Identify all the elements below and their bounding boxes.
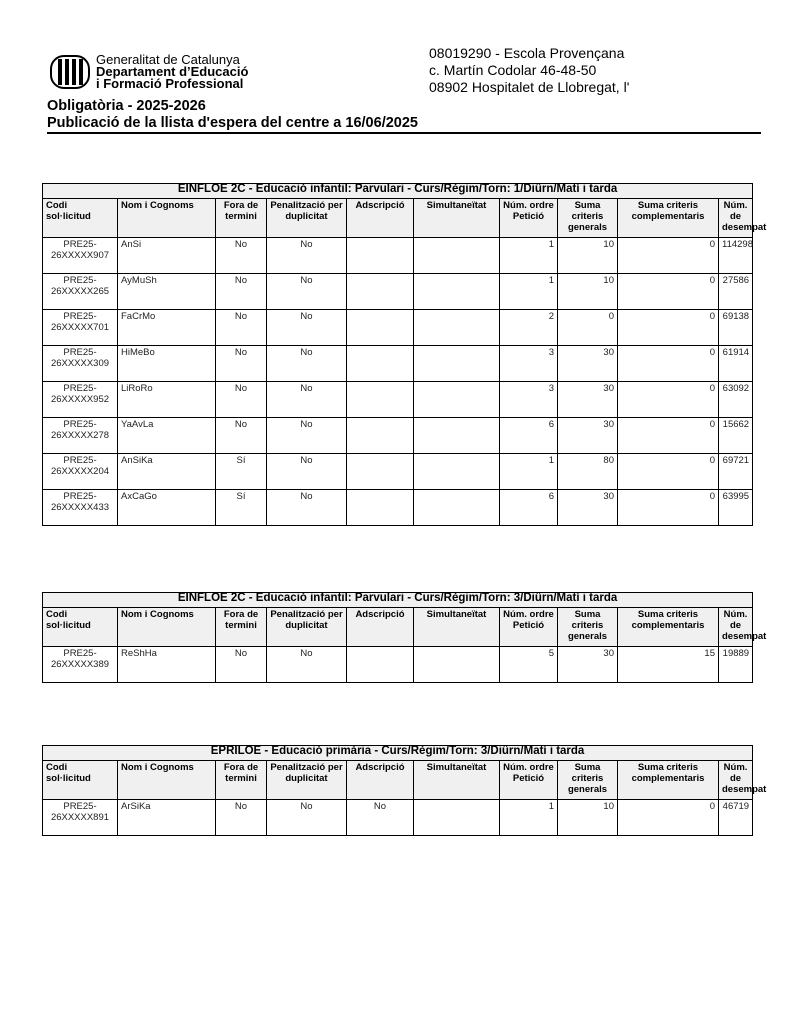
table-row bbox=[43, 382, 753, 418]
column-header: Suma criteris complementaris bbox=[618, 199, 719, 238]
column-header: Penalització per duplicitat bbox=[267, 608, 347, 647]
table-cell bbox=[414, 647, 500, 683]
column-header: Nom i Cognoms bbox=[118, 199, 216, 238]
table-cell: No bbox=[216, 238, 267, 274]
table-cell: 1 bbox=[500, 238, 558, 274]
table-row bbox=[43, 647, 753, 683]
table-row bbox=[43, 418, 753, 454]
table-cell: 0 bbox=[618, 310, 719, 346]
table-cell: Sí bbox=[216, 454, 267, 490]
column-header: Fora de termini bbox=[216, 761, 267, 800]
table-row bbox=[43, 238, 753, 274]
table-cell: 27586 bbox=[719, 274, 753, 310]
table-cell: 46719 bbox=[719, 800, 753, 836]
table-row bbox=[43, 274, 753, 310]
table-cell bbox=[347, 454, 414, 490]
table-cell: 0 bbox=[618, 346, 719, 382]
table-cell: 3 bbox=[500, 382, 558, 418]
column-header: Suma criteris complementaris bbox=[618, 761, 719, 800]
table-cell: No bbox=[347, 800, 414, 836]
table-cell: 19889 bbox=[719, 647, 753, 683]
table-cell bbox=[347, 647, 414, 683]
table-cell: No bbox=[216, 647, 267, 683]
table-cell: 15 bbox=[618, 647, 719, 683]
table-cell bbox=[414, 418, 500, 454]
school-name: 08019290 - Escola Provençana bbox=[429, 45, 625, 61]
table-cell: ArSiKa bbox=[118, 800, 216, 836]
table-cell: 10 bbox=[558, 800, 618, 836]
table-header-row bbox=[43, 608, 753, 647]
column-header: Suma criteris complementaris bbox=[618, 608, 719, 647]
column-header: Núm. de desempat bbox=[719, 608, 753, 647]
table-cell: Sí bbox=[216, 490, 267, 526]
table-cell: No bbox=[267, 382, 347, 418]
table-cell: No bbox=[267, 454, 347, 490]
table-cell: 10 bbox=[558, 238, 618, 274]
table-cell: PRE25-26XXXXX433 bbox=[43, 490, 118, 526]
table-cell: No bbox=[216, 418, 267, 454]
table-cell: PRE25-26XXXXX952 bbox=[43, 382, 118, 418]
table-row bbox=[43, 454, 753, 490]
table-cell bbox=[347, 490, 414, 526]
table-row bbox=[43, 310, 753, 346]
table-cell: 30 bbox=[558, 647, 618, 683]
table-cell bbox=[414, 274, 500, 310]
column-header: Núm. de desempat bbox=[719, 199, 753, 238]
table-cell: 69138 bbox=[719, 310, 753, 346]
table-cell: 1 bbox=[500, 274, 558, 310]
table-cell: 30 bbox=[558, 418, 618, 454]
column-header: Adscripció bbox=[347, 608, 414, 647]
table-cell: YaAvLa bbox=[118, 418, 216, 454]
table-cell: 69721 bbox=[719, 454, 753, 490]
column-header: Suma criteris generals bbox=[558, 761, 618, 800]
waiting-list-table bbox=[42, 592, 767, 683]
column-header: Fora de termini bbox=[216, 608, 267, 647]
table-cell: PRE25-26XXXXX389 bbox=[43, 647, 118, 683]
column-header: Núm. ordre Petició bbox=[500, 608, 558, 647]
table-row bbox=[43, 800, 753, 836]
document-title: Obligatòria - 2025-2026 bbox=[47, 98, 206, 114]
table-cell: 30 bbox=[558, 490, 618, 526]
column-header: Núm. ordre Petició bbox=[500, 761, 558, 800]
table-cell bbox=[347, 274, 414, 310]
school-street: c. Martín Codolar 46-48-50 bbox=[429, 62, 597, 78]
column-header: Nom i Cognoms bbox=[118, 761, 216, 800]
table-cell: 0 bbox=[618, 800, 719, 836]
column-header: Penalització per duplicitat bbox=[267, 761, 347, 800]
table-cell bbox=[414, 238, 500, 274]
logo-line-1: Generalitat de Catalunya bbox=[96, 52, 240, 67]
table-cell: 30 bbox=[558, 346, 618, 382]
table-cell: No bbox=[267, 647, 347, 683]
table-cell: 2 bbox=[500, 310, 558, 346]
table-cell: No bbox=[267, 490, 347, 526]
table-cell: 63092 bbox=[719, 382, 753, 418]
table-cell: 114298 bbox=[719, 238, 753, 274]
table-cell bbox=[347, 382, 414, 418]
table-row bbox=[43, 490, 753, 526]
table-cell: No bbox=[267, 274, 347, 310]
table-cell: 15662 bbox=[719, 418, 753, 454]
table-cell: 0 bbox=[618, 382, 719, 418]
table-cell: AnSiKa bbox=[118, 454, 216, 490]
table-cell: AnSi bbox=[118, 238, 216, 274]
column-header: Codi sol·licitud bbox=[43, 199, 118, 238]
table-cell bbox=[347, 310, 414, 346]
table-cell: ReShHa bbox=[118, 647, 216, 683]
column-header: Simultaneïtat bbox=[414, 608, 500, 647]
table-title: EPRILOE - Educació primària - Curs/Règim/Torn: 3/Diürn/Matí i tarda bbox=[43, 746, 753, 761]
table-cell: PRE25-26XXXXX701 bbox=[43, 310, 118, 346]
table-cell: 0 bbox=[558, 310, 618, 346]
table-cell: 6 bbox=[500, 418, 558, 454]
column-header: Simultaneïtat bbox=[414, 199, 500, 238]
column-header: Fora de termini bbox=[216, 199, 267, 238]
table-cell: No bbox=[267, 418, 347, 454]
table-cell bbox=[347, 418, 414, 454]
table-cell: No bbox=[216, 382, 267, 418]
table-cell: 1 bbox=[500, 454, 558, 490]
table-cell: FaCrMo bbox=[118, 310, 216, 346]
school-city: 08902 Hospitalet de Llobregat, l' bbox=[429, 79, 630, 95]
column-header: Adscripció bbox=[347, 761, 414, 800]
table-cell: 6 bbox=[500, 490, 558, 526]
table-cell bbox=[347, 346, 414, 382]
generalitat-emblem-icon bbox=[50, 55, 90, 89]
table-cell: 0 bbox=[618, 454, 719, 490]
waiting-list-table bbox=[42, 745, 767, 836]
table-row bbox=[43, 346, 753, 382]
table-cell: No bbox=[267, 800, 347, 836]
document-subtitle: Publicació de la llista d'espera del centre a 16/06/2025 bbox=[47, 115, 418, 131]
table-cell: No bbox=[216, 310, 267, 346]
table-cell: 0 bbox=[618, 238, 719, 274]
table-cell: PRE25-26XXXXX891 bbox=[43, 800, 118, 836]
table-cell: 5 bbox=[500, 647, 558, 683]
logo-line-3: i Formació Professional bbox=[96, 76, 244, 91]
table-cell: 0 bbox=[618, 490, 719, 526]
table-cell: 10 bbox=[558, 274, 618, 310]
table-title: EINFLOE 2C - Educació infantil: Parvulari - Curs/Règim/Torn: 1/Diürn/Matí i tarda bbox=[43, 184, 753, 199]
table-cell: PRE25-26XXXXX204 bbox=[43, 454, 118, 490]
table-cell: PRE25-26XXXXX907 bbox=[43, 238, 118, 274]
table-cell: 0 bbox=[618, 274, 719, 310]
table-cell: No bbox=[267, 310, 347, 346]
table-cell: PRE25-26XXXXX265 bbox=[43, 274, 118, 310]
table-cell: 80 bbox=[558, 454, 618, 490]
column-header: Núm. ordre Petició bbox=[500, 199, 558, 238]
column-header: Codi sol·licitud bbox=[43, 761, 118, 800]
table-cell: No bbox=[216, 800, 267, 836]
table-cell: 61914 bbox=[719, 346, 753, 382]
column-header: Nom i Cognoms bbox=[118, 608, 216, 647]
column-header: Codi sol·licitud bbox=[43, 608, 118, 647]
logo-line-2: Departament d’Educació bbox=[96, 64, 249, 79]
column-header: Adscripció bbox=[347, 199, 414, 238]
table-cell bbox=[414, 800, 500, 836]
table-cell bbox=[414, 382, 500, 418]
table-cell: LiRoRo bbox=[118, 382, 216, 418]
table-header-row bbox=[43, 761, 753, 800]
table-cell bbox=[414, 310, 500, 346]
table-cell: No bbox=[216, 346, 267, 382]
table-cell: 30 bbox=[558, 382, 618, 418]
table-cell: 63995 bbox=[719, 490, 753, 526]
generalitat-logo bbox=[50, 54, 248, 90]
table-cell bbox=[414, 346, 500, 382]
column-header: Penalització per duplicitat bbox=[267, 199, 347, 238]
table-cell: 3 bbox=[500, 346, 558, 382]
column-header: Suma criteris generals bbox=[558, 608, 618, 647]
school-address bbox=[429, 45, 629, 96]
table-cell: PRE25-26XXXXX309 bbox=[43, 346, 118, 382]
table-cell bbox=[414, 490, 500, 526]
title-divider bbox=[47, 132, 761, 134]
table-header-row bbox=[43, 199, 753, 238]
table-cell: AyMuSh bbox=[118, 274, 216, 310]
table-cell bbox=[414, 454, 500, 490]
table-cell: No bbox=[216, 274, 267, 310]
waiting-list-table bbox=[42, 183, 767, 526]
table-cell: 1 bbox=[500, 800, 558, 836]
table-cell: No bbox=[267, 346, 347, 382]
table-cell: No bbox=[267, 238, 347, 274]
table-cell: AxCaGo bbox=[118, 490, 216, 526]
table-cell: 0 bbox=[618, 418, 719, 454]
column-header: Núm. de desempat bbox=[719, 761, 753, 800]
table-cell: PRE25-26XXXXX278 bbox=[43, 418, 118, 454]
table-cell: HiMeBo bbox=[118, 346, 216, 382]
column-header: Simultaneïtat bbox=[414, 761, 500, 800]
table-cell bbox=[347, 238, 414, 274]
column-header: Suma criteris generals bbox=[558, 199, 618, 238]
table-title: EINFLOE 2C - Educació infantil: Parvulari - Curs/Règim/Torn: 3/Diürn/Matí i tarda bbox=[43, 593, 753, 608]
